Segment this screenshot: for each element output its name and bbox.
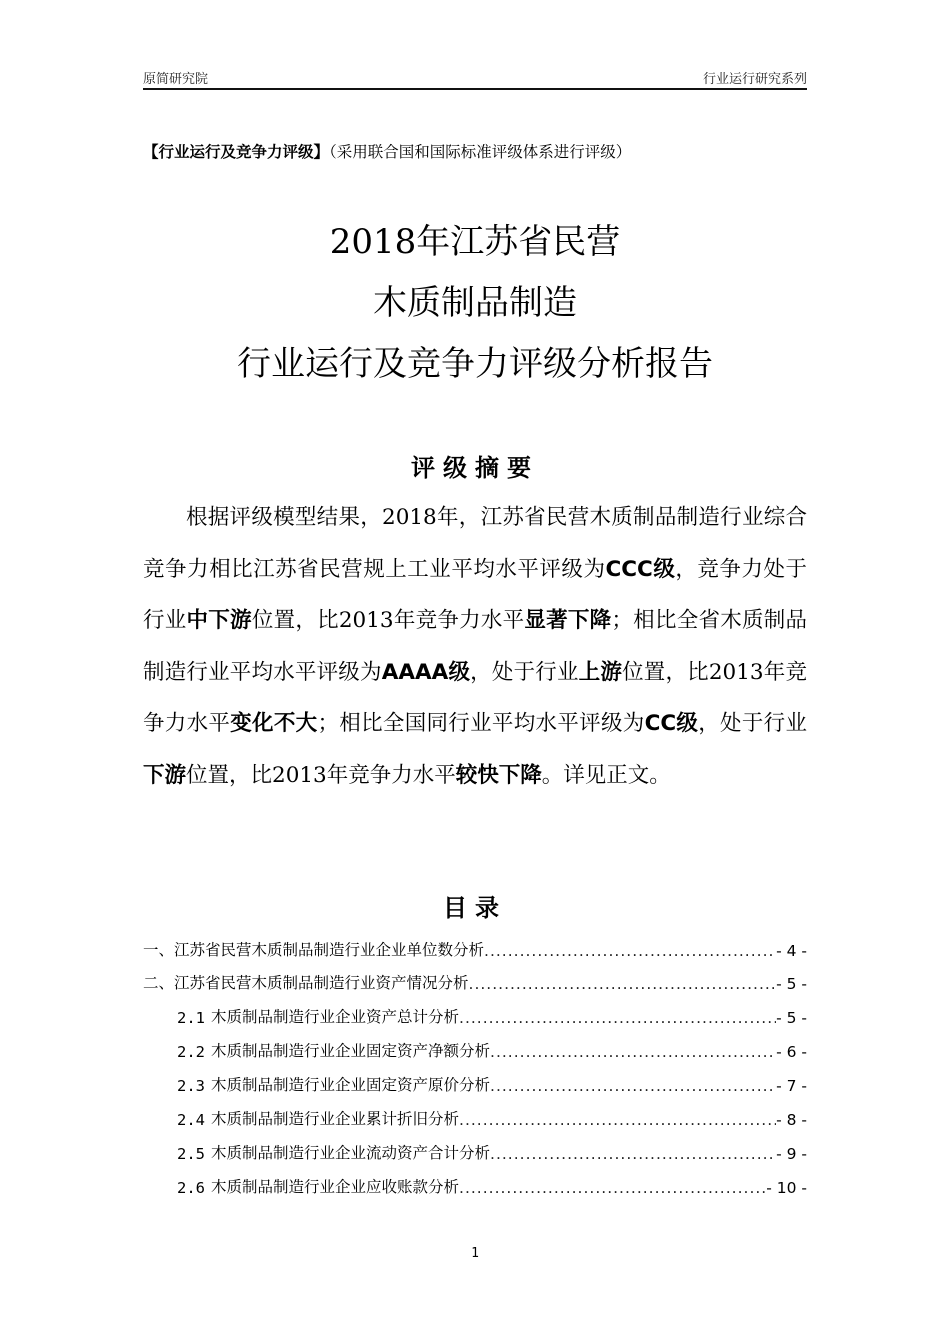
toc-entry-page: - 7 - — [776, 1077, 807, 1095]
page-header — [143, 68, 807, 88]
header-publisher: 原简研究院 — [143, 72, 209, 87]
header-series: 行业运行研究系列 — [702, 72, 807, 87]
header-divider — [143, 88, 807, 90]
report-title-line-3: 行业运行及竞争力评级分析报告 — [237, 344, 713, 384]
toc-entry[interactable] — [143, 971, 807, 993]
rating-tag-note: （采用联合国和国际标准评级体系进行评级） — [329, 143, 632, 161]
summary-paragraph — [143, 492, 807, 801]
summary-segment: 位置，比2013年竞争力水平 — [251, 608, 525, 633]
toc-entry[interactable] — [177, 1039, 807, 1061]
toc-entry-label: 木质制品制造行业企业流动资产合计分析 — [211, 1144, 491, 1162]
toc-entry[interactable] — [177, 1141, 807, 1163]
toc-leader-dots — [469, 975, 777, 993]
summary-segment: ，处于行业 — [470, 659, 579, 685]
toc-leader-dots — [484, 942, 776, 960]
toc-leader-dots — [459, 1179, 766, 1197]
toc-entry-number: 2.1 — [177, 1009, 205, 1027]
rating-tag-label: 【行业运行及竞争力评级】 — [143, 143, 330, 161]
report-title-line-2: 木质制品制造 — [373, 283, 577, 323]
toc-entry[interactable] — [143, 938, 807, 960]
summary-segment: ；相比全省木质制品制造行业平均水平评级为 — [143, 608, 807, 685]
summary-segment: 。详见正文。 — [541, 762, 671, 788]
summary-highlight: 较快下降 — [455, 762, 542, 788]
summary-heading: 评级摘要 — [411, 454, 539, 482]
toc-entry[interactable] — [177, 1073, 807, 1095]
toc-entry-page: - 5 - — [776, 975, 807, 993]
toc-leader-dots — [459, 1009, 776, 1027]
summary-segment: ；相比全国同行业平均水平评级为 — [317, 711, 645, 736]
toc-entry[interactable] — [177, 1175, 807, 1197]
toc-leader-dots — [490, 1077, 776, 1095]
toc-entry-page: - 9 - — [776, 1145, 807, 1163]
summary-highlight: CCC级 — [605, 556, 676, 582]
rating-tag — [143, 140, 807, 162]
summary-highlight: 上游 — [578, 659, 623, 685]
toc-leader-dots — [490, 1145, 776, 1163]
summary-segment: 位置，比2013年竞争力水平 — [186, 762, 456, 788]
toc-entry-number: 2.4 — [177, 1111, 205, 1129]
toc-entry-page: - 4 - — [776, 942, 807, 960]
toc-entry-label: 一、江苏省民营木质制品制造行业企业单位数分析 — [143, 941, 485, 959]
toc-entry-number: 2.6 — [177, 1179, 205, 1197]
toc-heading: 目录 — [443, 894, 507, 922]
summary-highlight: 下游 — [143, 762, 187, 788]
summary-highlight: AAAA级 — [381, 659, 471, 685]
toc-entry-page: - 6 - — [776, 1043, 807, 1061]
toc-entry-page: - 10 - — [766, 1179, 807, 1197]
summary-segment: 位置，比2013年竞争力水平 — [143, 659, 807, 736]
toc-leader-dots — [490, 1043, 776, 1061]
summary-highlight: 显著下降 — [524, 608, 612, 633]
toc-entry-number: 2.2 — [177, 1043, 205, 1061]
toc-entry-number: 2.3 — [177, 1077, 205, 1095]
toc-entry[interactable] — [177, 1107, 807, 1129]
toc-entry-page: - 5 - — [776, 1009, 807, 1027]
toc-entry-label: 木质制品制造行业企业应收账款分析 — [211, 1178, 460, 1196]
toc-entry-label: 二、江苏省民营木质制品制造行业资产情况分析 — [143, 974, 469, 992]
summary-text — [143, 492, 807, 801]
toc-leader-dots — [459, 1111, 776, 1129]
summary-highlight: CC级 — [644, 711, 699, 736]
toc-entry-label: 木质制品制造行业企业固定资产原价分析 — [211, 1076, 491, 1094]
summary-segment: 根据评级模型结果，2018年，江苏省民营木质制品制造行业综合竞争力相比江苏省民营规上工业平均水平评级为 — [143, 505, 807, 582]
report-title-line-1: 2018年江苏省民营 — [329, 222, 621, 262]
toc-entry-label: 木质制品制造行业企业累计折旧分析 — [211, 1110, 460, 1128]
toc-entry-number: 2.5 — [177, 1145, 205, 1163]
summary-segment: ，竞争力处于行业 — [143, 556, 807, 633]
toc-entry-label: 木质制品制造行业企业固定资产净额分析 — [211, 1042, 491, 1060]
toc-entry[interactable] — [177, 1005, 807, 1027]
summary-segment: ，处于行业 — [698, 711, 807, 736]
page-number: 1 — [471, 1246, 479, 1261]
summary-highlight: 中下游 — [186, 608, 252, 633]
toc-entry-label: 木质制品制造行业企业资产总计分析 — [211, 1008, 460, 1026]
summary-highlight: 变化不大 — [230, 711, 318, 736]
toc-entry-page: - 8 - — [776, 1111, 807, 1129]
